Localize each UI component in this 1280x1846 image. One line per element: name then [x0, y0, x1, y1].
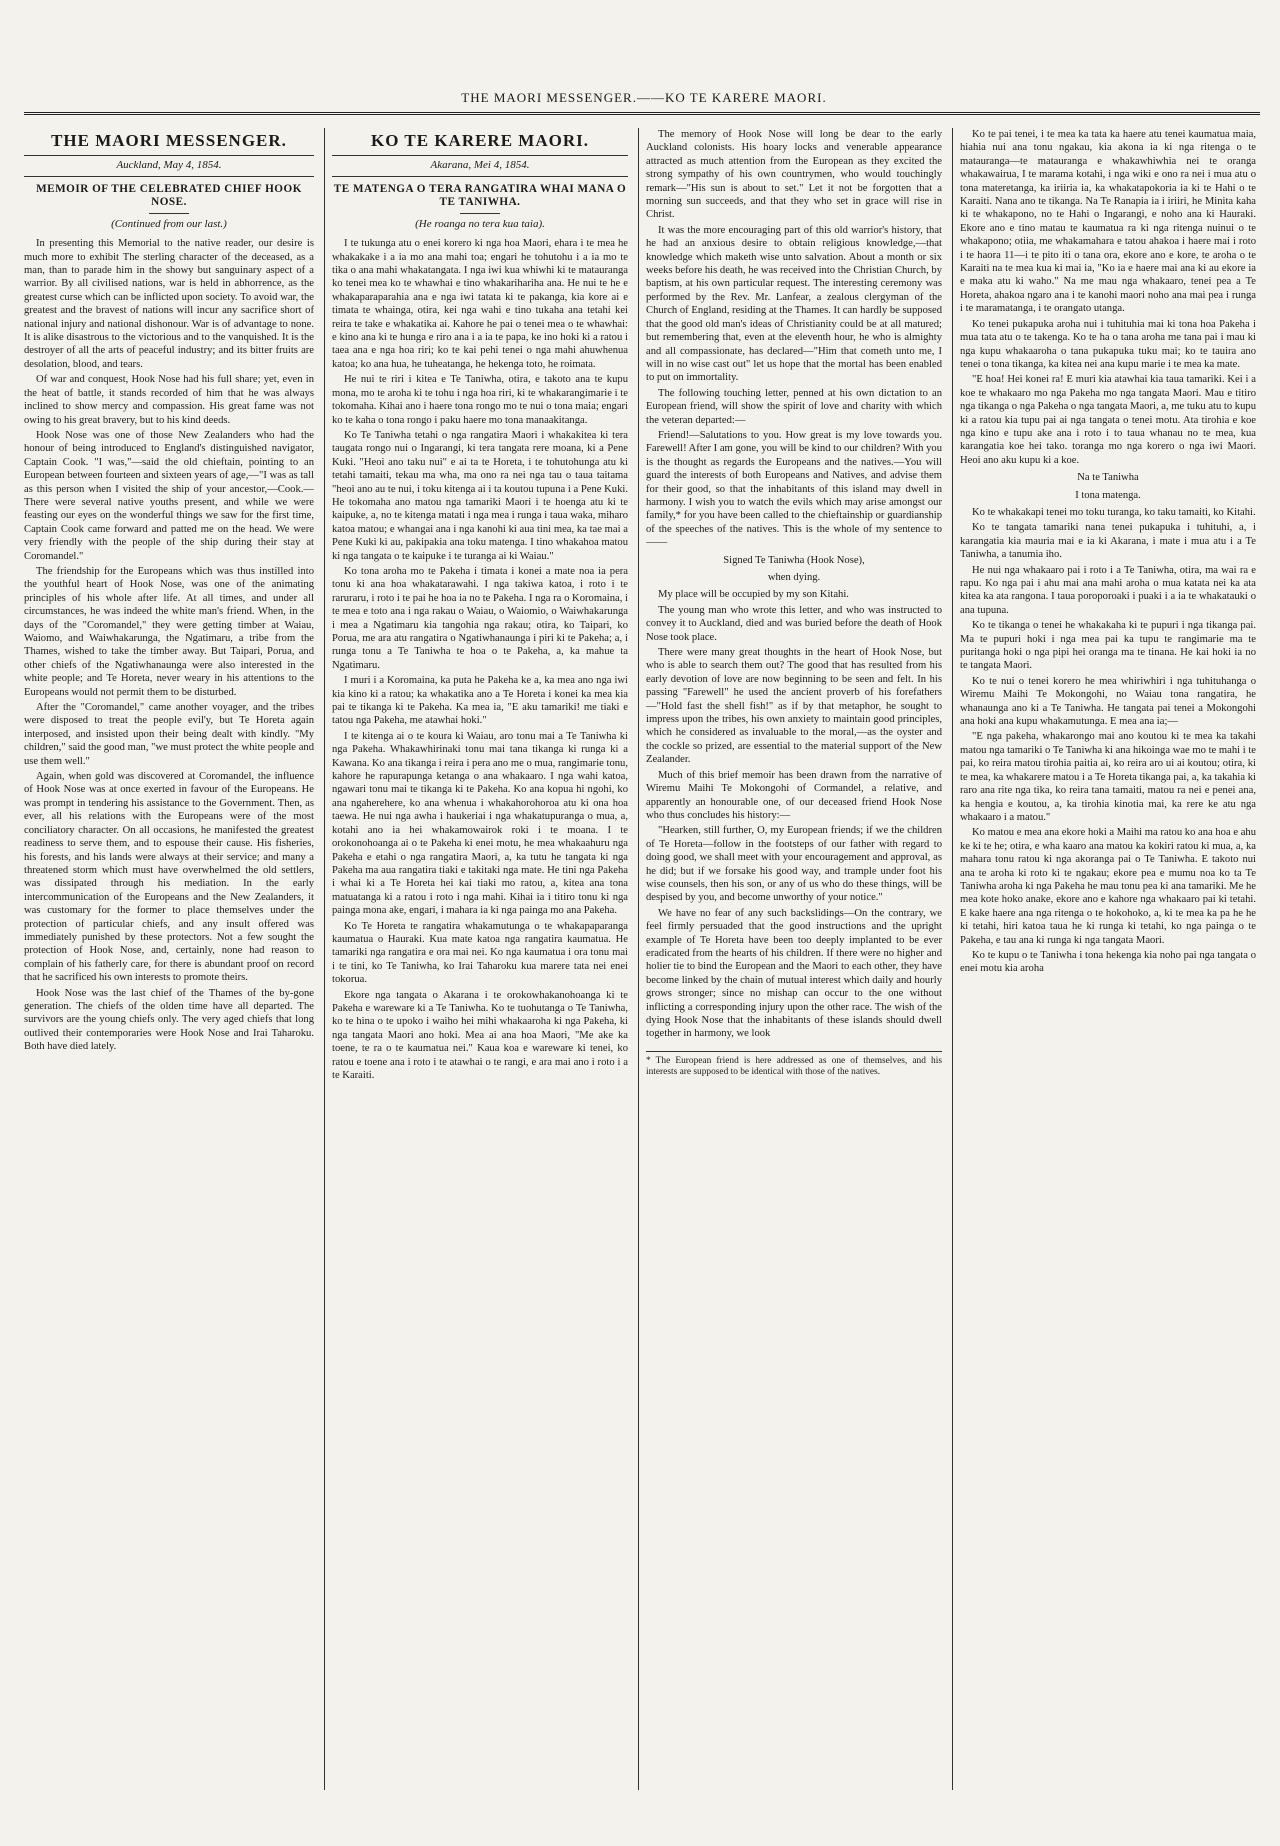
english-paragraph: After the "Coromandel," came another voyager, and the tribes were disposed to treat the people evil'y, but Te Horeta again interposed, and insisted upon their being dealt with kindly. "My children," said the good man, "we must protect the white people and use them well."	[24, 702, 314, 767]
maori-paragraph: He nui nga whakaaro pai i roto i a Te Taniwha, otira, ma wai ra e rapu. Ko nga pai i ahu mai ana mahi aroha o mua katata nei ka ata kitea ka ata rangona. I taua poroporoaki i puaki i a ia te whakatauki o ana tupuna.	[960, 564, 1256, 616]
divider	[460, 213, 500, 214]
maori-paragraph: He nui te riri i kitea e Te Taniwha, otira, e takoto ana te kupu mona, mo te aroha ki te tohu i nga hoa riri, ki te whakarangimarie i te tokomaha. Kihai ano i haere tona rongo mo te nui o tona maia; engari ko te kaha o tona rongo i paku haere mo tona manaakitanga.	[332, 374, 628, 426]
english-paragraph: Hook Nose was the last chief of the Thames of the by-gone generation. The chiefs of the olden time have all departed. The survivors are the young chiefs only. The very aged chiefs that long outlived their contemporaries were Hook Nose and Irai Taharoku. Both have died lately.	[24, 987, 314, 1053]
english-letter: Friend!—Salutations to you. How great is my love towards you. Farewell! After I am gone, you will be kind to our children? With you is the thought as regards the Europeans and the natives.—You will guard the interests of both Europeans and Natives, and advise them for their good, so that the inhabitants of this island may dwell in harmony. I wish you to watch the evils which may arise amongst our family,* for you have been called to the chieftainship or guardianship of the speeches of the natives. This is the whole of my sentence to ——	[646, 429, 942, 549]
maori-paragraph: Ko tona aroha mo te Pakeha i timata i konei a mate noa ia pera tonu ki ana hoa whakatarawahi. I nga takiwa katoa, i roto i te raruraru, i roto i te pai he hoa ia no te Pakeha. I nga ra o Koromaina, i te mea e toto ana i nga rakau o Waiau, o Waiomio, o Waiwhakarunga i mea a Ngatimaru kia tangohia nga rakau; otira, ko Taipari, ko Porua, me ara atu rangatira o Ngatiwhanaunga i piri ki te Pakeha; a, i runga tonu a Te Taniwha te hoa o te Pakeha, a, ka mahue ta Ngatimaru.	[332, 565, 628, 671]
maori-signature-note: I tona matenga.	[1075, 489, 1141, 501]
maori-paragraph: Ko tenei pukapuka aroha nui i tuhituhia mai ki tona hoa Pakeha i mua tata atu o te takenga. Ko te ha o tana aroha me tana pai i mau ki nga kupu whakaaroha o tana pukapuka tuku mai; ko te tauira ano tenei o tona tikanga, ka kitea nei ana kupu marie i te mea ka mate.	[960, 318, 1256, 370]
maori-paragraph: Ko Te Taniwha tetahi o nga rangatira Maori i whakakitea ki tera taugata rongo nui o Ingarangi, ki tera tangata rere moana, ki a Pene Kuki. "Heoi ano taku nui" e ai ta te Horeta, i te tohutohunga atu ki tetahi tamaiti, tekau ma wha, ma ono ra nei nga tau o taua taitama "heoi ano au te nui, i toku kitenga ai i ta koutou tupuna i a Pene Kuki. He tokomaha ano matou nga tamariki Maori i te hoenga atu ki te kaipuke, a, no te kitenga matati i nga mea i runga i taua waka, miharo katoa matou; e whangai ana i nga kanohi ki aua tini mea, ka tae mai a Pene Kuki ki au, pakipakia ana toku matenga. I tino whakahoa matou ki nga tangata o te kaipuke i te turanga ai ki Waiau."	[332, 429, 628, 562]
header-rule	[24, 112, 1260, 115]
maori-paragraph: Ko Te Horeta te rangatira whakamutunga o te whakapaparanga kaumatua o Hauraki. Kua mate katoa nga rangatira kaumatua. He tamariki nga rangatira e ora mai nei. Ko nga kaumatua i ora tonu mai i te tini, ko Te Taniwha, ko Irai Taharoku kua marere tata nei enei tokorua.	[332, 920, 628, 986]
english-paragraph: The friendship for the Europeans which was thus instilled into the youthful heart of Hook Nose, was one of the animating principles of his whole after life. At all times, and under all circumstances, he was indeed the white man's friend. When, in the days of the "Coromandel," they were getting timber at Waiau, Waiomo, and Waiwhakarunga, the Ngatimaru, a tribe from the Thames, wished to take the timber away. But Taipari, Porua, and other chiefs of the Ngatiwhanaunga were also interested in the white people; and Te Horeta, never weary in his attentions to the Europeans would not permit them to be disturbed.	[24, 565, 314, 698]
maori-paragraph: Ko te kupu o te Taniwha i tona hekenga kia noho pai nga tangata o enei motu kia aroha	[960, 949, 1256, 975]
english-paragraph: "Hearken, still further, O, my European friends; if we the children of Te Horeta—follow in the footsteps of our father with regard to doing good, we shall meet with your encouragement and approval, as he did; but if we forsake his good way, and trample under foot his wise counsels, then his son, or any of us who do these things, will be despised by you, and become unworthy of your notice."	[646, 825, 942, 904]
maori-paragraph: I te tukunga atu o enei korero ki nga hoa Maori, ehara i te mea he whakakake i a ia mo ana mahi toa; engari he tohutohu i a ia mo te tika o ana mahi whakatangata. I nga iwi kua whiwhi ki te matauranga ko tenei mea ko te whawhai e tino whakarihariha ana. He nui te he e whakaparaparahia ana e nga iwi tatata ki te pakanga, kia kore ai e timata te whainga, otira, kei nga wahi e tino tukaha ana tetahi kei reira te take e whakatika ai. Kahore he pai o tenei mea o te whawhai: e kino ana ki te hunga e riro ana i a ia te papa, ke ino hoki ki a ratou i taea ana e nga hoa riri; ko te kai pehi tenei o nga mahi ahuwhenua katoa; ko ana hua, he tuheatanga, he hekenga toto, he roimata.	[332, 238, 628, 370]
english-paragraph: There were many great thoughts in the heart of Hook Nose, but who is able to search them out? The good that has resulted from his early devotion of love are now beginning to be seen and felt. In his passing "Farewell" he used the ancient proverb of his forefathers—"Hold fast the shell fish!" as if by that metaphor, he sought to impress upon the tribes, his own anxiety to maintain good principles, which he considered as invaluable to the moral,—as the oyster and the cockle so prized, are essential to the material support of the New Zealander.	[646, 647, 942, 766]
english-headline: MEMOIR OF THE CELEBRATED CHIEF HOOK NOSE.	[36, 182, 302, 208]
english-paragraph: My place will be occupied by my son Kitahi.	[658, 589, 849, 601]
footnote: * The European friend is here addressed as one of themselves, and his interests are supposed to be identical with those of the natives.	[646, 1051, 942, 1079]
english-paragraph: Of war and conquest, Hook Nose had his full share; yet, even in the heat of battle, it stands recorded of him that he was always inclined to show mercy and compassion. His great fame was not owing to his great bravery, but to his kind deeds.	[24, 374, 314, 426]
maori-paragraph: Ko matou e mea ana ekore hoki a Maihi ma ratou ko ana hoa e ahu ke ki te he; otira, e wha kaaro ana matou ka kokiri ratou ki mua, a, ka mahara tonu ratou ki nga akoranga pai o Te Taniwha. E takoto nui ana te aroha ki roto ki te ngakau; ekore pea e mumu noa ko ta Te Taniwha aroha ki nga Pakeha he mau tonu pea ki ana tamariki. Me he mea kote hoko anake, ekore ano e kahore nga whakaaro pai ki tetahi. E kake haere ana nga ritenga o te hokohoko, a, ki te mea ka pa he he ki tetahi, hiri katoa taua he ki runga ki tetahi, ko nga painga o te Pakeha, e tau ana ki runga ki nga tangata Maori.	[960, 827, 1256, 946]
column-divider	[638, 128, 639, 1790]
english-paragraph: In presenting this Memorial to the native reader, our desire is much more to exhibit The sterling character of the deceased, as a man, than to parade him in the showy but sanguinary aspect of a warrior. By all civilised nations, war is held in abhorrence, as the greatest curse which can be inflicted upon society. To avoid war, the greatest and the bravest of nations will incur any sacrifice short of national injury and national dishonour. War is of advantage to none. It is alike disastrous to the victorious and to the vanquished. It is the destroyer of all the arts of peaceful industry; and its bitter fruits are desolation, blood, and tears.	[24, 238, 314, 370]
english-paragraph: Hook Nose was one of those New Zealanders who had the honour of being introduced to England's distinguished navigator, Captain Cook. "I was,"—said the old chieftain, pointing to an European between fourteen and sixteen years of age,—"I was as tall as this person when I visited the ship of your ancestor,—Cook.—There were several native youths present, and while we were feasting our eyes on the wonderful things we saw for the first time, Captain Cook came forward and patted me on the head. We were very friendly with the people of the ship during their stay at Coromandel."	[24, 429, 314, 562]
maori-masthead: KO TE KARERE MAORI.	[371, 131, 589, 150]
maori-signature: Na te Taniwha	[1077, 472, 1139, 484]
maori-paragraph: Ko te whakakapi tenei mo toku turanga, ko taku tamaiti, ko Kitahi.	[972, 506, 1256, 518]
english-column-1	[24, 128, 314, 1810]
maori-letter: "E hoa! Hei konei ra! E muri kia atawhai kia taua tamariki. Kei i a koe te whakaaro mo nga Pakeha mo nga tangata Maori. Mau e titiro nga tikanga o nga Pakeha o nga tangata Maori, a, me tuku atu to kupu ki a ratou kia tupu pai ai nga tangata o tenei motu. Ata tirohia e koe nga kino e tupu ake ana i roto i to taua whanau no te mea, kua karangatia koe hei tako. toranga mo nga korero o nga iwi Maori. Heoi ano aku kupu ki a koe.	[960, 374, 1256, 466]
english-signature: Signed Te Taniwha (Hook Nose),	[723, 554, 865, 566]
maori-paragraph: I muri i a Koromaina, ka puta he Pakeha ke a, ka mea ano nga iwi kia kino ki a ratou; ka whakatika ano a Te Horeta i konei ka mea kia pai te tikanga ki te Pakeha. Ka mea ia, "E aku tamariki! me tiaki e tatou nga Pakeha, me atawhai hoki."	[332, 675, 628, 727]
english-masthead: THE MAORI MESSENGER.	[51, 131, 287, 150]
maori-paragraph: Ko te pai tenei, i te mea ka tata ka haere atu tenei kaumatua maia, hiahia nui ana tonu ngakau, kia akona ia ki nga ritenga o te matauranga—te matauranga e whakawhiwhia nei te oranga whakawairua, I te marama kotahi, i nga wiki e ono ra nei i mua atu o tona materetanga, ka iriiria ia, ka whakatapokoria ia ki te Hahi o te Karaiti. Nana ano te tikanga. Na Te Ranapia ia i iriiri, he Minita kaha ki te whakapono, no te Hahi o Ingarangi, e noho ana ki Hauraki. Ekore ano e tino matau te kaumatua ra ki nga ritenga nuinui o te whakapono; otiia, me whakamahara e tatou ahakoa i haere mai i roto i te haora 11—i te pito iti o tana ora, ekore ano e kore, te aroha o te Karaiti na te mea kua ki mai ia, "Ko ia e haere mai ana ki au ekore ia e maka atu ki waho." Na me mau nga whakaaro, tenei pea a Te Horeta, ahakoa ngaro ana i te kanohi maori noho ana mai pea i runga i te maramatanga, i te orangato utanga.	[960, 129, 1256, 315]
maori-paragraph: Ko te tikanga o tenei he whakakaha ki te pupuri i nga tikanga pai. Ma te pupuri hoki i nga mea pai ka tupu te rangimarie ma te puritanga hoki o nga pipi hei oranga ma te tinana. He kai hoki ia no te tangata Maori.	[960, 620, 1256, 672]
english-continued-note: (Continued from our last.)	[111, 217, 227, 230]
maori-paragraph: Ko te nui o tenei korero he mea whiriwhiri i nga tuhituhanga o Wiremu Maihi Te Mokongohi, no Waiau tona rangatira, he whanaunga ano ki a Te Taniwha. He tangata pai tenei a Mokongohi ana hoki ana kupu whakamutunga. E mea ana ia;—	[960, 675, 1256, 728]
maori-column-4	[960, 128, 1256, 1810]
maori-headline: TE MATENGA O TERA RANGATIRA WHAI MANA O TE TANIWHA.	[333, 182, 627, 208]
english-paragraph: It was the more encouraging part of this old warrior's history, that he had an anxious desire to obtain religious knowledge,—that knowledge which maketh wise unto salvation. About a month or six weeks before his death, he was received into the Christian Church, by baptism, at his own particular request. The interesting ceremony was performed by the Rev. Mr. Lanfear, a zealous clergyman of the Church of England, residing at the Thames. It can hardly be supposed that the good old man's ideas of Christianity could be at all matured; but remembering that, even at the eleventh hour, he who is almighty and all compassionate, has declared—"Him that cometh unto me, I will in no wise cast out" let us hope that the mortal has been enabled to put on immortality.	[646, 224, 942, 384]
running-head: THE MAORI MESSENGER.——KO TE KARERE MAORI.	[461, 90, 827, 105]
maori-paragraph: I te kitenga ai o te koura ki Waiau, aro tonu mai a Te Taniwha ki nga Pakeha. Whakawhirinaki tonu mai tana tikanga ki runga ki a Kawana. Ko ana tikanga i reira i pera ano me o mua, rangimarie tonu, kahore he rapurapunga ketanga o ana whakaaro. I nga wahi katoa, ngawari tonu mai te tikanga ki te Pakeha. Ko ana kopua hi ngohi, ko ana ngaherehere, ko ana whenua i whakahorohoroa atu ki ona hoa taewa. He nui nga awha i haukeriai i nga whakatupuranga o mua, a, kotahi ano ia hei whakamowairok roki i te moana. I te orokonohoanga ai o te Pakeha ki enei motu, he mea whakaahuru nga Pakeha e etahi o nga rangatira Maori, a, ka tutu he tangata ki nga Pakeha ma aua rangatira tiaki e takitaki nga mate. He tini nga Pakeha i whai ki a Te Horeta hei kai tiaki mo ratou, a, kitea ana tona matuatanga ki a ratou i roto i nga mahi. Kihai ia i titiro tonu ki nga painga mona ake, engari, i mahara ia ki nga painga mo ana Pakeha.	[332, 730, 628, 917]
maori-dateline: Akarana, Mei 4, 1854.	[332, 155, 628, 176]
english-paragraph: The young man who wrote this letter, and who was instructed to convey it to Auckland, died and was buried before the death of Hook Nose took place.	[646, 604, 942, 643]
maori-paragraph: Ko te tangata tamariki nana tenei pukapuka i tuhituhi, a, i karangatia kia mauria mai e ia ki Akarana, i mate i mua atu i a Te Taniwha, a tanumia iho.	[960, 522, 1256, 561]
column-divider	[952, 128, 953, 1790]
maori-column-2	[332, 128, 628, 1810]
maori-continued-note: (He roanga no tera kua taia).	[415, 217, 545, 230]
divider	[149, 213, 189, 214]
english-signature-note: when dying.	[767, 572, 821, 583]
english-column-3	[646, 128, 942, 1810]
maori-paragraph: "E nga pakeha, whakarongo mai ano koutou ki te mea ka takahi matou nga tamariki o Te Taniwha ki ana hikoinga wae mo te mahi i te pai, ko reira matou tirohia paitia ai, ko reira aro ui ai koutou; otira, ki te mea, ka whakarere matou i a Te Horeta tikanga pai, a, ka takahia ki raro ana rite nga tika, ko reira tana tamaiti, matou ra nei e penei ana, ka hengia e koutou, a, ka tirohia kinotia mai, ka rere ke atu nga whakaaro i a matou."	[960, 731, 1256, 823]
english-paragraph: The memory of Hook Nose will long be dear to the early Auckland colonists. His hoary locks and venerable appearance attracted as much attention from the European as they excited the strong sympathy of his own countrymen, who would touchingly remark—"His sun is about to set." Let it not be forgotten that a morning sun succeeds, and that they who set in grace will rise in Christ.	[646, 129, 942, 221]
english-paragraph: Much of this brief memoir has been drawn from the narrative of Wiremu Maihi Te Mokongohi of Cormandel, a relative, and apparently an honourable one, of our deceased friend Hook Nose who thus concludes his history:—	[646, 769, 942, 821]
maori-paragraph: Ekore nga tangata o Akarana i te orokowhakanohoanga ki te Pakeha e wareware ki a Te Taniwha. Ko te tuohutanga o Te Taniwha, ko te hina o te upoko i waiho hei mihi whakaaroha ki nga Pakeha, ki nga tangata Maori ano hoki. Mea ai ana hoa Maori, "Me ake ka toene, te ra o te kaumatua nei." Kaua koa e wareware ki tenei, ko ratou e toene ana i roto i te atawhai o te rangi, e ara mai ano i roto i a te Karaiti.	[332, 989, 628, 1081]
english-paragraph: Again, when gold was discovered at Coromandel, the influence of Hook Nose was at once exerted in favour of the Europeans. He was prompt in tendering his assistance to the Government. Then, as ever, all his relations with the Europeans were of the most conciliatory character. On all occasions, he manifested the greatest readiness to serve them, and to espouse their cause. His fisheries, his forests, and his lands were always at their service; and many a threatened storm which must have overwhelmed the old settlers, was dissipated through his mediation. In the early intercommunication of the Europeans and the New Zealanders, it was customary for the former to place themselves under the protection of particular chiefs, and any insult offered was immediately punished by these protectors. Not a few sought the protection of Hook Nose, and, certainly, none had reason to complain of his fatherly care, for there is abundant proof on record that he sacrificed his own interests to promote theirs.	[24, 771, 314, 984]
english-dateline: Auckland, May 4, 1854.	[24, 155, 314, 176]
english-paragraph: We have no fear of any such backslidings—On the contrary, we feel firmly persuaded that the good instructions and the upright example of Te Horeta have been too deeply implanted to be ever eradicated from the hearts of his children. If there were no higher and holier tie to bind the European and the Maori to each other, they have become linked by the chain of mutual interest which daily and hourly grows stronger; since no mishap can occur to the one without inflicting a corresponding injury upon the other race. The wish of the dying Hook Nose that the inhabitants of these islands should dwell together in harmony, we look	[646, 907, 942, 1040]
column-divider	[324, 128, 325, 1790]
newspaper-page	[24, 90, 1260, 1810]
english-paragraph: The following touching letter, penned at his own dictation to an European friend, will show the spirit of love and charity with which the veteran departed:—	[646, 387, 942, 426]
